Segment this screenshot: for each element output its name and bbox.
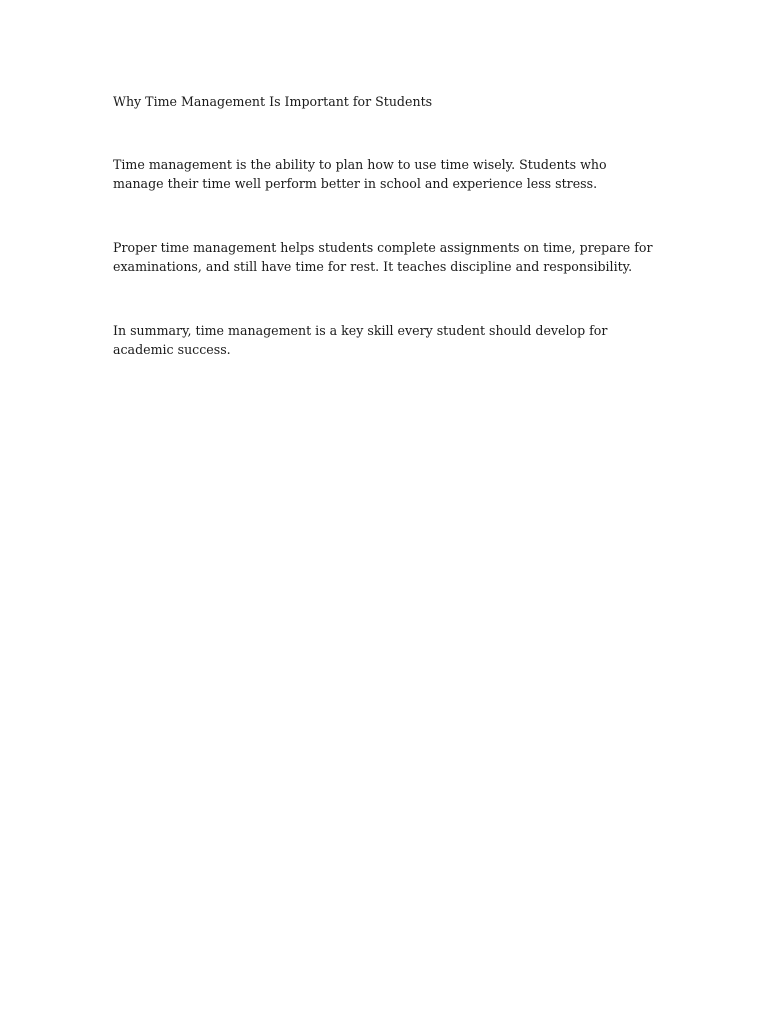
paragraph-body: Proper time management helps students complete assignments on time, prepare for examinations, and still have time for rest. It teaches discipline and responsibility.	[113, 240, 653, 274]
document-title: Why Time Management Is Important for Students	[113, 94, 433, 109]
document-body	[113, 92, 658, 359]
paragraph-summary: In summary, time management is a key skill every student should develop for academic success.	[113, 323, 608, 357]
paragraph-intro: Time management is the ability to plan how to use time wisely. Students who manage their time well perform better in school and experience less stress.	[113, 157, 607, 191]
